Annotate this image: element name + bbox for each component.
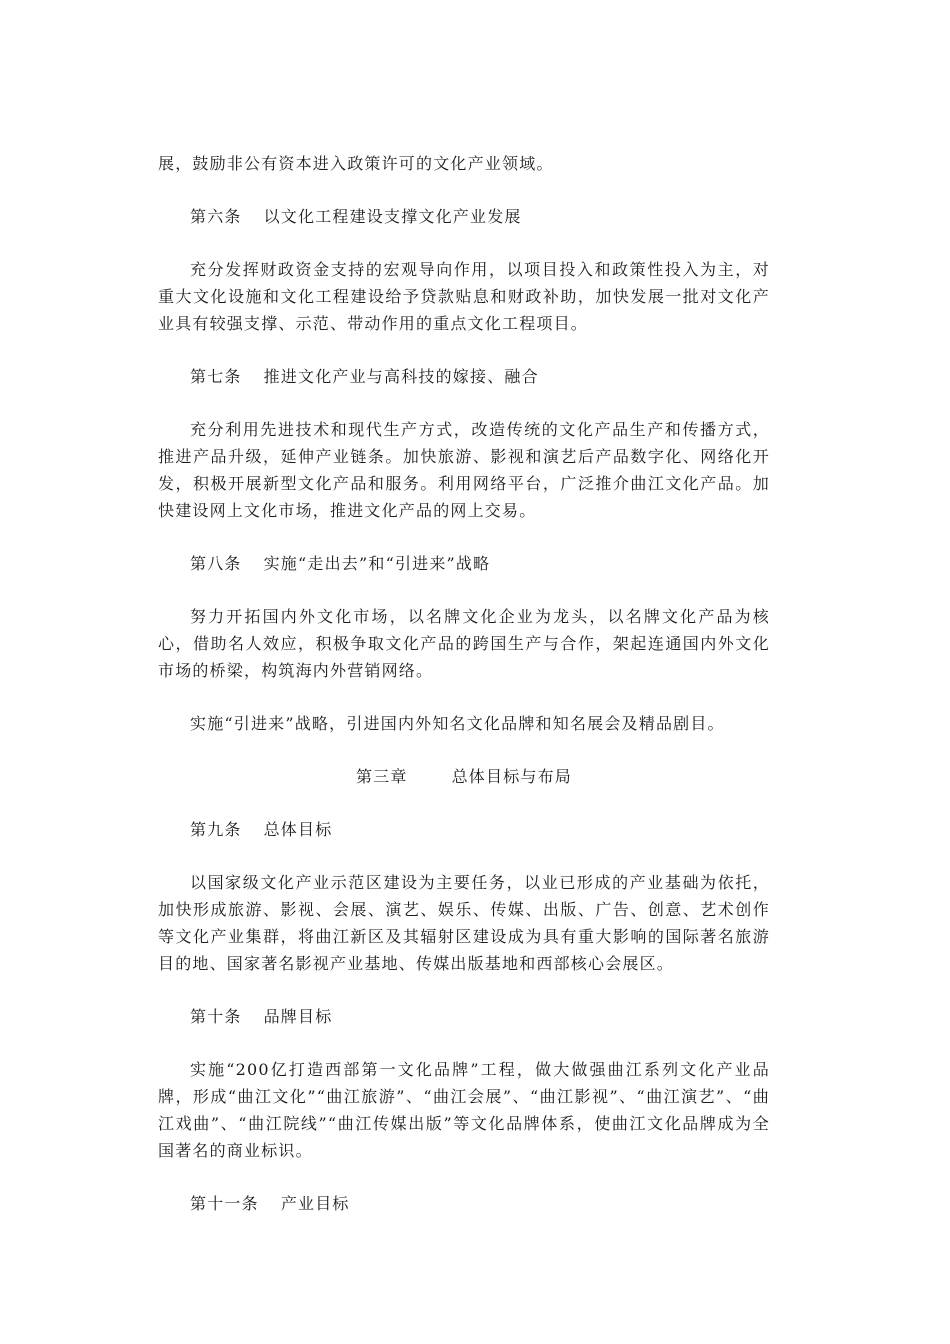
article-title: 总体目标 (263, 820, 333, 839)
article-title: 推进文化产业与高科技的嫁接、融合 (263, 367, 539, 386)
article-number: 第十一条 (190, 1194, 259, 1213)
article-title: 产业目标 (280, 1194, 350, 1213)
chapter-heading-3 (158, 763, 770, 790)
paragraph-article-6: 充分发挥财政资金支持的宏观导向作用，以项目投入和政策性投入为主，对重大文化设施和文化工程建设给予贷款贴息和财政补助，加快发展一批对文化产业具有较强支撑、示范、带动作用的重点文化工程项目。 (158, 260, 770, 333)
chapter-title: 总体目标与布局 (451, 767, 572, 786)
paragraph-article-7: 充分利用先进技术和现代生产方式，改造传统的文化产品生产和传播方式，推进产品升级，延伸产业链条。加快旅游、影视和演艺后产品数字化、网络化开发，积极开展新型文化产品和服务。利用网络平台，广泛推介曲江文化产品。加快建设网上文化市场，推进文化产品的网上交易。 (158, 420, 770, 520)
article-number: 第八条 (190, 554, 242, 573)
article-title: 品牌目标 (263, 1007, 333, 1026)
paragraph-article-9: 以国家级文化产业示范区建设为主要任务，以业已形成的产业基础为依托，加快形成旅游、影视、会展、演艺、娱乐、传媒、出版、广告、创意、艺术创作等文化产业集群，将曲江新区及其辐射区建设成为具有重大影响的国际著名旅游目的地、国家著名影视产业基地、传媒出版基地和西部核心会展区。 (158, 873, 770, 973)
article-number: 第六条 (190, 207, 242, 226)
article-title: 实施“走出去”和“引进来”战略 (263, 554, 491, 573)
paragraph-article-8-a: 努力开拓国内外文化市场，以名牌文化企业为龙头，以名牌文化产品为核心，借助名人效应，积极争取文化产品的跨国生产与合作，架起连通国内外文化市场的桥梁，构筑海内外营销网络。 (158, 607, 770, 680)
article-heading-7 (190, 363, 770, 390)
paragraph-article-10: 实施“200亿打造西部第一文化品牌”工程，做大做强曲江系列文化产业品牌，形成“曲江文化”“曲江旅游”、“曲江会展”、“曲江影视”、“曲江演艺”、“曲江戏曲”、“曲江院线”“曲江传媒出版”等文化品牌体系，使曲江文化品牌成为全国著名的商业标识。 (158, 1060, 770, 1160)
article-number: 第十条 (190, 1007, 242, 1026)
article-heading-6 (190, 203, 770, 230)
article-heading-11 (190, 1190, 770, 1217)
article-title: 以文化工程建设支撑文化产业发展 (263, 207, 522, 226)
article-heading-10 (190, 1003, 770, 1030)
article-heading-9 (190, 816, 770, 843)
paragraph-continuation: 展，鼓励非公有资本进入政策许可的文化产业领域。 (158, 154, 554, 173)
document-page (158, 150, 770, 1243)
paragraph-article-8-b: 实施“引进来”战略，引进国内外知名文化品牌和知名展会及精品剧目。 (190, 714, 725, 733)
article-number: 第九条 (190, 820, 242, 839)
chapter-number: 第三章 (355, 767, 408, 786)
article-heading-8 (190, 550, 770, 577)
article-number: 第七条 (190, 367, 242, 386)
